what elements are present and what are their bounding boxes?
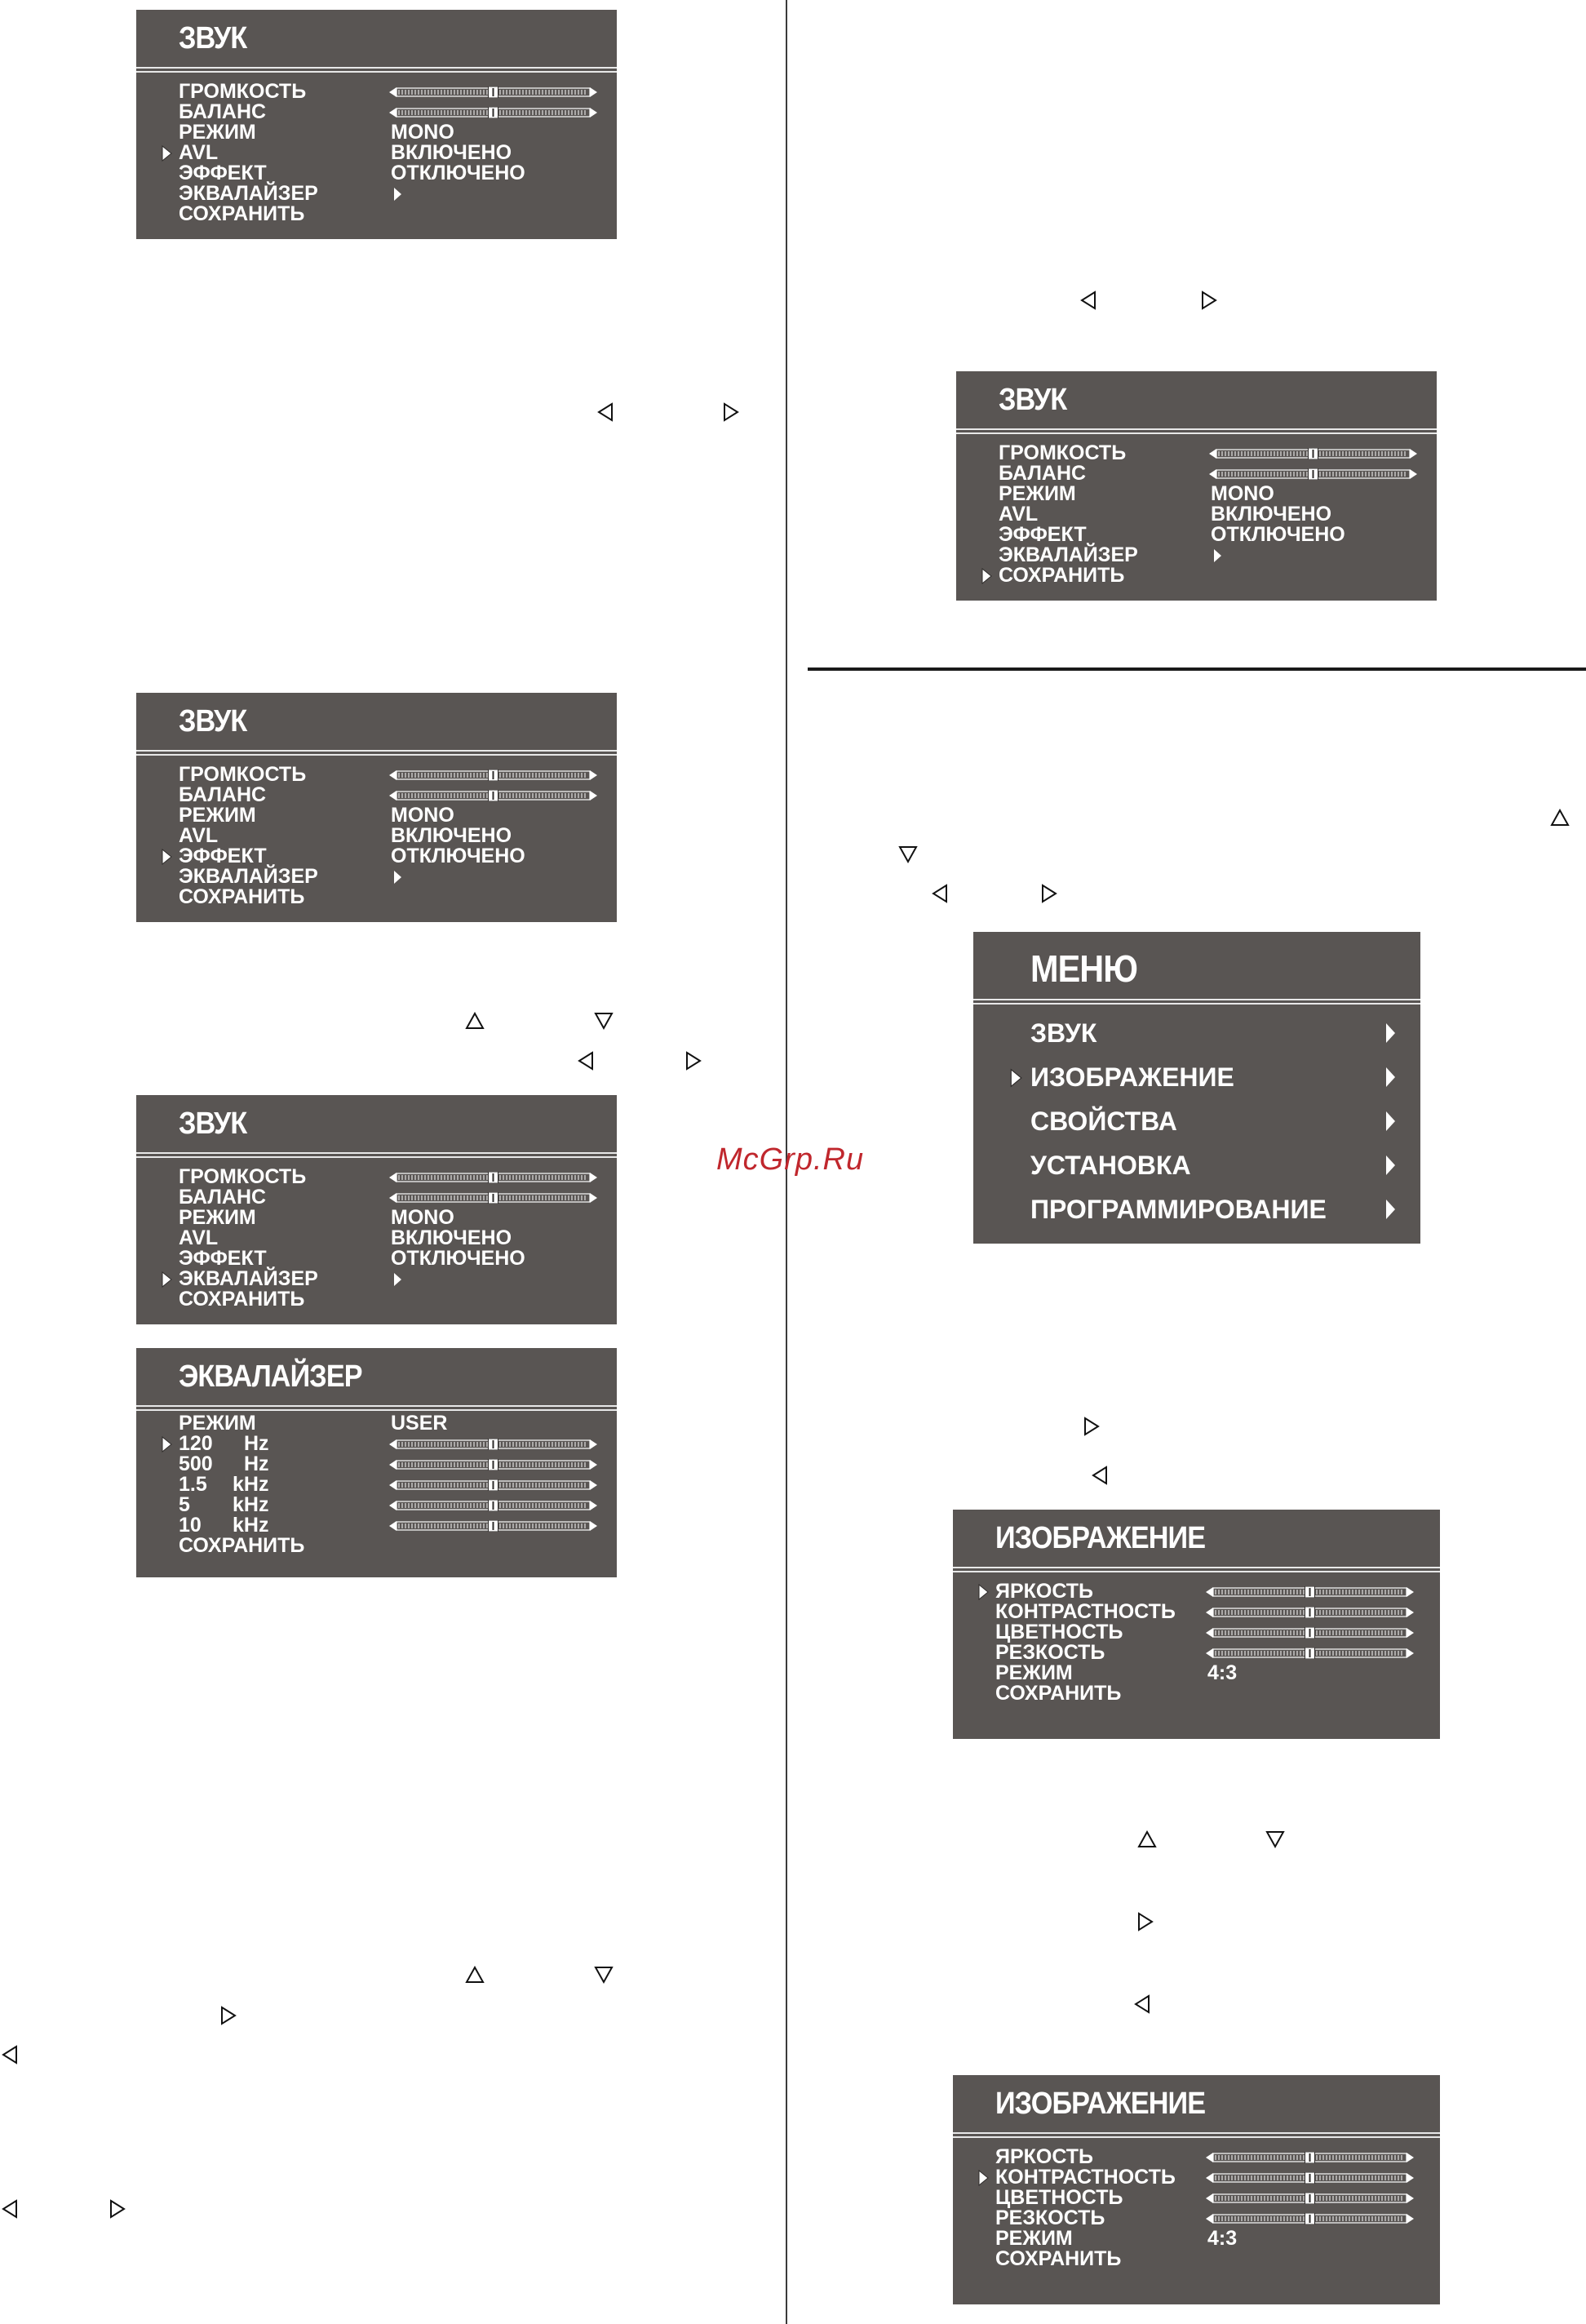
level-slider[interactable]: [389, 1172, 597, 1183]
slider-left-icon: [389, 770, 396, 780]
slider-left-icon: [1206, 2173, 1213, 2183]
main-menu-item[interactable]: [1030, 1151, 1404, 1195]
row-value: USER: [391, 1412, 448, 1435]
picture-panel-contrast: [953, 2075, 1440, 2304]
level-slider[interactable]: [389, 1479, 597, 1491]
row-label: ГРОМКОСТЬ: [179, 763, 307, 786]
slider-right-icon: [1407, 1587, 1414, 1597]
row-label: ЭКВАЛАЙЗЕР: [179, 1267, 318, 1290]
row-label: РЕЖИМ: [995, 2227, 1073, 2250]
row-label: РЕЖИМ: [179, 121, 256, 144]
row-label: СОХРАНИТЬ: [179, 885, 305, 908]
sound-row[interactable]: [999, 565, 1420, 586]
row-label: ПРОГРАММИРОВАНИЕ: [1030, 1195, 1327, 1224]
chevron-right-icon: [1384, 1154, 1396, 1177]
slider-left-icon: [1209, 449, 1216, 459]
eq-band-row[interactable]: [179, 1515, 600, 1536]
row-label: ЭКВАЛАЙЗЕР: [179, 182, 318, 205]
slider-left-icon: [1206, 1628, 1213, 1638]
row-label: СОХРАНИТЬ: [995, 1682, 1122, 1705]
sound-row[interactable]: [999, 484, 1420, 504]
eq-band-row[interactable]: [179, 1495, 600, 1515]
slider-left-icon: [389, 1460, 396, 1470]
row-label: КОНТРАСТНОСТЬ: [995, 2166, 1176, 2189]
row-value: ОТКЛЮЧЕНО: [391, 845, 525, 867]
slider-right-icon: [1407, 1608, 1414, 1617]
row-value: ОТКЛЮЧЕНО: [391, 162, 525, 184]
row-value: 4:3: [1207, 1661, 1238, 1684]
nav-right-arrow-icon: [685, 1051, 705, 1071]
sound-panel-effect: [136, 693, 617, 922]
row-label: СОХРАНИТЬ: [179, 1534, 305, 1557]
slider-right-icon: [1407, 1628, 1414, 1638]
picture-row[interactable]: [995, 1622, 1424, 1643]
panel-title: МЕНЮ: [1030, 947, 1138, 990]
slider-left-icon: [1206, 2153, 1213, 2162]
row-label: СВОЙСТВА: [1030, 1107, 1177, 1136]
nav-up-arrow-icon: [1137, 1830, 1157, 1850]
row-label: ЭФФЕКТ: [999, 523, 1087, 546]
panel-rows: [179, 765, 600, 907]
slider-right-icon: [590, 1501, 597, 1510]
slider-left-icon: [389, 1521, 396, 1531]
level-slider[interactable]: [1209, 448, 1417, 459]
row-value: ВКЛЮЧЕНО: [391, 141, 512, 164]
panel-title: ЭКВАЛАЙЗЕР: [179, 1359, 362, 1394]
slider-right-icon: [1407, 2153, 1414, 2162]
row-label: ИЗОБРАЖЕНИЕ: [1030, 1062, 1234, 1092]
panel-title: ЗВУК: [179, 1107, 247, 1141]
eq-unit: Hz: [244, 1452, 269, 1475]
slider-right-icon: [590, 1439, 597, 1449]
level-slider[interactable]: [389, 769, 597, 781]
level-slider[interactable]: [1206, 2193, 1414, 2204]
sound-row[interactable]: [999, 443, 1420, 463]
slider-right-icon: [590, 791, 597, 801]
eq-unit: Hz: [244, 1432, 269, 1455]
eq-freq: 120: [179, 1432, 213, 1455]
nav-right-arrow-icon: [220, 2006, 240, 2025]
sound-row[interactable]: [179, 887, 600, 907]
row-label: БАЛАНС: [179, 783, 267, 806]
panel-rows: [999, 443, 1420, 586]
section-rule: [808, 667, 1586, 671]
level-slider[interactable]: [1206, 2152, 1414, 2163]
slider-right-icon: [590, 108, 597, 118]
nav-up-arrow-icon: [465, 1966, 485, 1985]
nav-right-arrow-icon: [1083, 1417, 1103, 1436]
level-slider[interactable]: [389, 1192, 597, 1204]
nav-down-arrow-icon: [898, 845, 918, 865]
equalizer-panel: [136, 1348, 617, 1577]
row-label: РЕЗКОСТЬ: [995, 2206, 1105, 2229]
sound-row[interactable]: [179, 204, 600, 224]
panel-title: ИЗОБРАЖЕНИЕ: [995, 2087, 1206, 2121]
nav-left-arrow-icon: [932, 884, 951, 903]
selection-cursor-icon: [161, 1436, 172, 1452]
panel-title-rule: [136, 1405, 617, 1411]
nav-left-arrow-icon: [2, 2199, 21, 2219]
picture-panel-brightness: [953, 1510, 1440, 1739]
main-menu-item[interactable]: [1030, 1195, 1404, 1239]
row-label: ГРОМКОСТЬ: [999, 441, 1127, 464]
panel-rows: [179, 1413, 600, 1556]
row-label: РЕЖИМ: [179, 1412, 256, 1435]
row-value: MONO: [391, 804, 454, 827]
nav-down-arrow-icon: [594, 1966, 614, 1985]
row-value: MONO: [391, 1206, 454, 1229]
slider-right-icon: [590, 1480, 597, 1490]
level-slider[interactable]: [1206, 2172, 1414, 2184]
selection-cursor-icon: [981, 568, 992, 584]
row-label: ЭФФЕКТ: [179, 845, 267, 867]
sound-row[interactable]: [179, 826, 600, 846]
row-value: 4:3: [1207, 2227, 1238, 2250]
sound-row[interactable]: [179, 1187, 600, 1208]
level-slider[interactable]: [1206, 1648, 1414, 1659]
row-label: СОХРАНИТЬ: [995, 2247, 1122, 2270]
panel-rows: [179, 82, 600, 224]
slider-right-icon: [590, 1521, 597, 1531]
submenu-arrow-icon: [1212, 548, 1222, 563]
watermark: McGrp.Ru: [716, 1142, 865, 1177]
row-label: КОНТРАСТНОСТЬ: [995, 1600, 1176, 1623]
row-label: РЕЖИМ: [179, 1206, 256, 1229]
row-label: СОХРАНИТЬ: [179, 1288, 305, 1311]
row-label: AVL: [179, 1226, 219, 1249]
main-menu-panel: [973, 932, 1420, 1244]
slider-right-icon: [1407, 2193, 1414, 2203]
sound-row[interactable]: [179, 785, 600, 805]
panel-title-rule: [136, 67, 617, 73]
sound-row[interactable]: [179, 122, 600, 143]
picture-row[interactable]: [995, 1602, 1424, 1622]
nav-left-arrow-icon: [597, 402, 617, 422]
selection-cursor-icon: [977, 2170, 989, 2186]
slider-left-icon: [1206, 1587, 1213, 1597]
panel-rows: [995, 1581, 1424, 1704]
eq-unit: kHz: [233, 1514, 269, 1537]
selection-cursor-icon: [977, 1584, 989, 1600]
row-label: СОХРАНИТЬ: [179, 202, 305, 225]
level-slider[interactable]: [1206, 1627, 1414, 1639]
main-menu-item[interactable]: [1030, 1062, 1404, 1107]
sound-row[interactable]: [999, 463, 1420, 484]
panel-title-rule: [973, 999, 1420, 1005]
slider-left-icon: [389, 1439, 396, 1449]
level-slider[interactable]: [389, 107, 597, 118]
slider-left-icon: [1206, 2193, 1213, 2203]
level-slider[interactable]: [1206, 2213, 1414, 2224]
slider-right-icon: [1410, 449, 1417, 459]
slider-left-icon: [389, 1480, 396, 1490]
level-slider[interactable]: [1209, 468, 1417, 480]
nav-up-arrow-icon: [465, 1012, 485, 1031]
sound-row[interactable]: [999, 504, 1420, 525]
slider-right-icon: [1410, 469, 1417, 479]
eq-unit: kHz: [233, 1473, 269, 1496]
slider-right-icon: [590, 1460, 597, 1470]
slider-right-icon: [590, 87, 597, 97]
sound-row[interactable]: [179, 805, 600, 826]
sound-row[interactable]: [179, 1208, 600, 1228]
nav-down-arrow-icon: [1265, 1830, 1285, 1850]
submenu-arrow-icon: [392, 187, 402, 202]
sound-row[interactable]: [179, 867, 600, 887]
sound-row[interactable]: [179, 1248, 600, 1269]
slider-left-icon: [1206, 1608, 1213, 1617]
row-label: СОХРАНИТЬ: [999, 564, 1125, 587]
panel-title-rule: [953, 2132, 1440, 2138]
eq-freq: 500: [179, 1452, 213, 1475]
panel-rows: [995, 2147, 1424, 2269]
sound-row[interactable]: [179, 163, 600, 184]
main-menu-item[interactable]: [1030, 1018, 1404, 1062]
chevron-right-icon: [1384, 1198, 1396, 1221]
row-label: ЦВЕТНОСТЬ: [995, 1621, 1123, 1643]
eq-freq: 10: [179, 1514, 202, 1537]
picture-save-row[interactable]: [995, 2249, 1424, 2269]
selection-cursor-icon: [161, 145, 172, 162]
chevron-right-icon: [1384, 1110, 1396, 1133]
nav-right-arrow-icon: [723, 402, 742, 422]
eq-freq: 1.5: [179, 1473, 207, 1496]
panel-title: ЗВУК: [179, 704, 247, 738]
picture-save-row[interactable]: [995, 1683, 1424, 1704]
row-label: БАЛАНС: [999, 462, 1087, 485]
slider-right-icon: [590, 770, 597, 780]
selection-cursor-icon: [161, 1271, 172, 1288]
row-label: AVL: [179, 141, 219, 164]
eq-save-row[interactable]: [179, 1536, 600, 1556]
sound-row[interactable]: [999, 525, 1420, 545]
row-label: ЦВЕТНОСТЬ: [995, 2186, 1123, 2209]
slider-left-icon: [389, 1193, 396, 1203]
picture-row[interactable]: [995, 2147, 1424, 2167]
row-label: ЯРКОСТЬ: [995, 2145, 1094, 2168]
row-label: РЕЖИМ: [995, 1661, 1073, 1684]
row-value: ВКЛЮЧЕНО: [391, 1226, 512, 1249]
sound-row[interactable]: [179, 1228, 600, 1248]
picture-row[interactable]: [995, 1581, 1424, 1602]
sound-panel-equalizer: [136, 1095, 617, 1324]
picture-row[interactable]: [995, 2167, 1424, 2188]
sound-row[interactable]: [179, 102, 600, 122]
row-value: MONO: [1211, 482, 1274, 505]
row-label: ЗВУК: [1030, 1018, 1097, 1048]
level-slider[interactable]: [389, 790, 597, 801]
row-label: ГРОМКОСТЬ: [179, 80, 307, 103]
sound-panel-save: [956, 371, 1437, 601]
sound-row[interactable]: [179, 184, 600, 204]
slider-left-icon: [389, 1173, 396, 1182]
nav-down-arrow-icon: [594, 1012, 614, 1031]
submenu-arrow-icon: [392, 870, 402, 885]
level-slider[interactable]: [389, 1520, 597, 1532]
panel-title-rule: [136, 1152, 617, 1158]
chevron-right-icon: [1384, 1066, 1396, 1089]
picture-mode-row[interactable]: [995, 1663, 1424, 1683]
row-label: БАЛАНС: [179, 100, 267, 123]
nav-right-arrow-icon: [1137, 1912, 1157, 1931]
slider-left-icon: [1209, 469, 1216, 479]
level-slider[interactable]: [389, 1459, 597, 1470]
sound-row[interactable]: [179, 1269, 600, 1289]
eq-freq: 5: [179, 1493, 190, 1516]
eq-unit: kHz: [233, 1493, 269, 1516]
nav-left-arrow-icon: [2, 2045, 21, 2065]
nav-right-arrow-icon: [1201, 290, 1221, 310]
sound-row[interactable]: [179, 1167, 600, 1187]
row-value: MONO: [391, 121, 454, 144]
row-label: ЭФФЕКТ: [179, 1247, 267, 1270]
row-label: ЭФФЕКТ: [179, 162, 267, 184]
row-label: РЕЗКОСТЬ: [995, 1641, 1105, 1664]
nav-left-arrow-icon: [578, 1051, 597, 1071]
sound-row[interactable]: [999, 545, 1420, 565]
level-slider[interactable]: [389, 86, 597, 98]
nav-left-arrow-icon: [1092, 1466, 1111, 1485]
sound-row[interactable]: [179, 846, 600, 867]
picture-mode-row[interactable]: [995, 2229, 1424, 2249]
nav-left-arrow-icon: [1134, 1994, 1154, 2014]
sound-panel-avl: [136, 10, 617, 239]
row-value: ВКЛЮЧЕНО: [1211, 503, 1332, 526]
panel-rows: [1030, 1018, 1404, 1239]
row-label: УСТАНОВКА: [1030, 1151, 1191, 1180]
eq-band-row[interactable]: [179, 1454, 600, 1475]
nav-left-arrow-icon: [1080, 290, 1100, 310]
slider-right-icon: [590, 1173, 597, 1182]
row-label: AVL: [179, 824, 219, 847]
slider-left-icon: [1206, 2214, 1213, 2224]
chevron-right-icon: [1384, 1022, 1396, 1044]
row-label: РЕЖИМ: [999, 482, 1076, 505]
slider-left-icon: [389, 791, 396, 801]
picture-row[interactable]: [995, 1643, 1424, 1663]
row-label: AVL: [999, 503, 1039, 526]
panel-title-rule: [136, 750, 617, 756]
row-value: ВКЛЮЧЕНО: [391, 824, 512, 847]
nav-right-arrow-icon: [109, 2199, 129, 2219]
row-value: ОТКЛЮЧЕНО: [1211, 523, 1345, 546]
row-label: ЭКВАЛАЙЗЕР: [179, 865, 318, 888]
row-label: ЭКВАЛАЙЗЕР: [999, 543, 1138, 566]
row-label: БАЛАНС: [179, 1186, 267, 1209]
panel-title: ИЗОБРАЖЕНИЕ: [995, 1521, 1206, 1555]
submenu-arrow-icon: [392, 1272, 402, 1287]
slider-left-icon: [389, 1501, 396, 1510]
row-label: ЯРКОСТЬ: [995, 1580, 1094, 1603]
slider-right-icon: [1407, 2214, 1414, 2224]
selection-cursor-icon: [161, 849, 172, 865]
sound-row[interactable]: [179, 143, 600, 163]
row-value: ОТКЛЮЧЕНО: [391, 1247, 525, 1270]
row-label: ГРОМКОСТЬ: [179, 1165, 307, 1188]
slider-left-icon: [389, 87, 396, 97]
level-slider[interactable]: [389, 1439, 597, 1450]
slider-right-icon: [1407, 2173, 1414, 2183]
sound-row[interactable]: [179, 765, 600, 785]
eq-band-row[interactable]: [179, 1434, 600, 1454]
level-slider[interactable]: [1206, 1607, 1414, 1618]
picture-row[interactable]: [995, 2188, 1424, 2208]
panel-title-rule: [956, 428, 1437, 434]
selection-cursor-icon: [1009, 1067, 1022, 1089]
nav-up-arrow-icon: [1550, 809, 1570, 828]
sound-row[interactable]: [179, 82, 600, 102]
slider-left-icon: [389, 108, 396, 118]
sound-row[interactable]: [179, 1289, 600, 1310]
panel-title: ЗВУК: [999, 383, 1067, 417]
level-slider[interactable]: [389, 1500, 597, 1511]
level-slider[interactable]: [1206, 1586, 1414, 1598]
panel-title-rule: [953, 1567, 1440, 1572]
row-label: РЕЖИМ: [179, 804, 256, 827]
eq-mode-row[interactable]: [179, 1413, 600, 1434]
panel-rows: [179, 1167, 600, 1310]
slider-left-icon: [1206, 1648, 1213, 1658]
main-menu-item[interactable]: [1030, 1107, 1404, 1151]
slider-right-icon: [1407, 1648, 1414, 1658]
eq-band-row[interactable]: [179, 1475, 600, 1495]
picture-row[interactable]: [995, 2208, 1424, 2229]
slider-right-icon: [590, 1193, 597, 1203]
panel-title: ЗВУК: [179, 21, 247, 55]
nav-right-arrow-icon: [1041, 884, 1061, 903]
